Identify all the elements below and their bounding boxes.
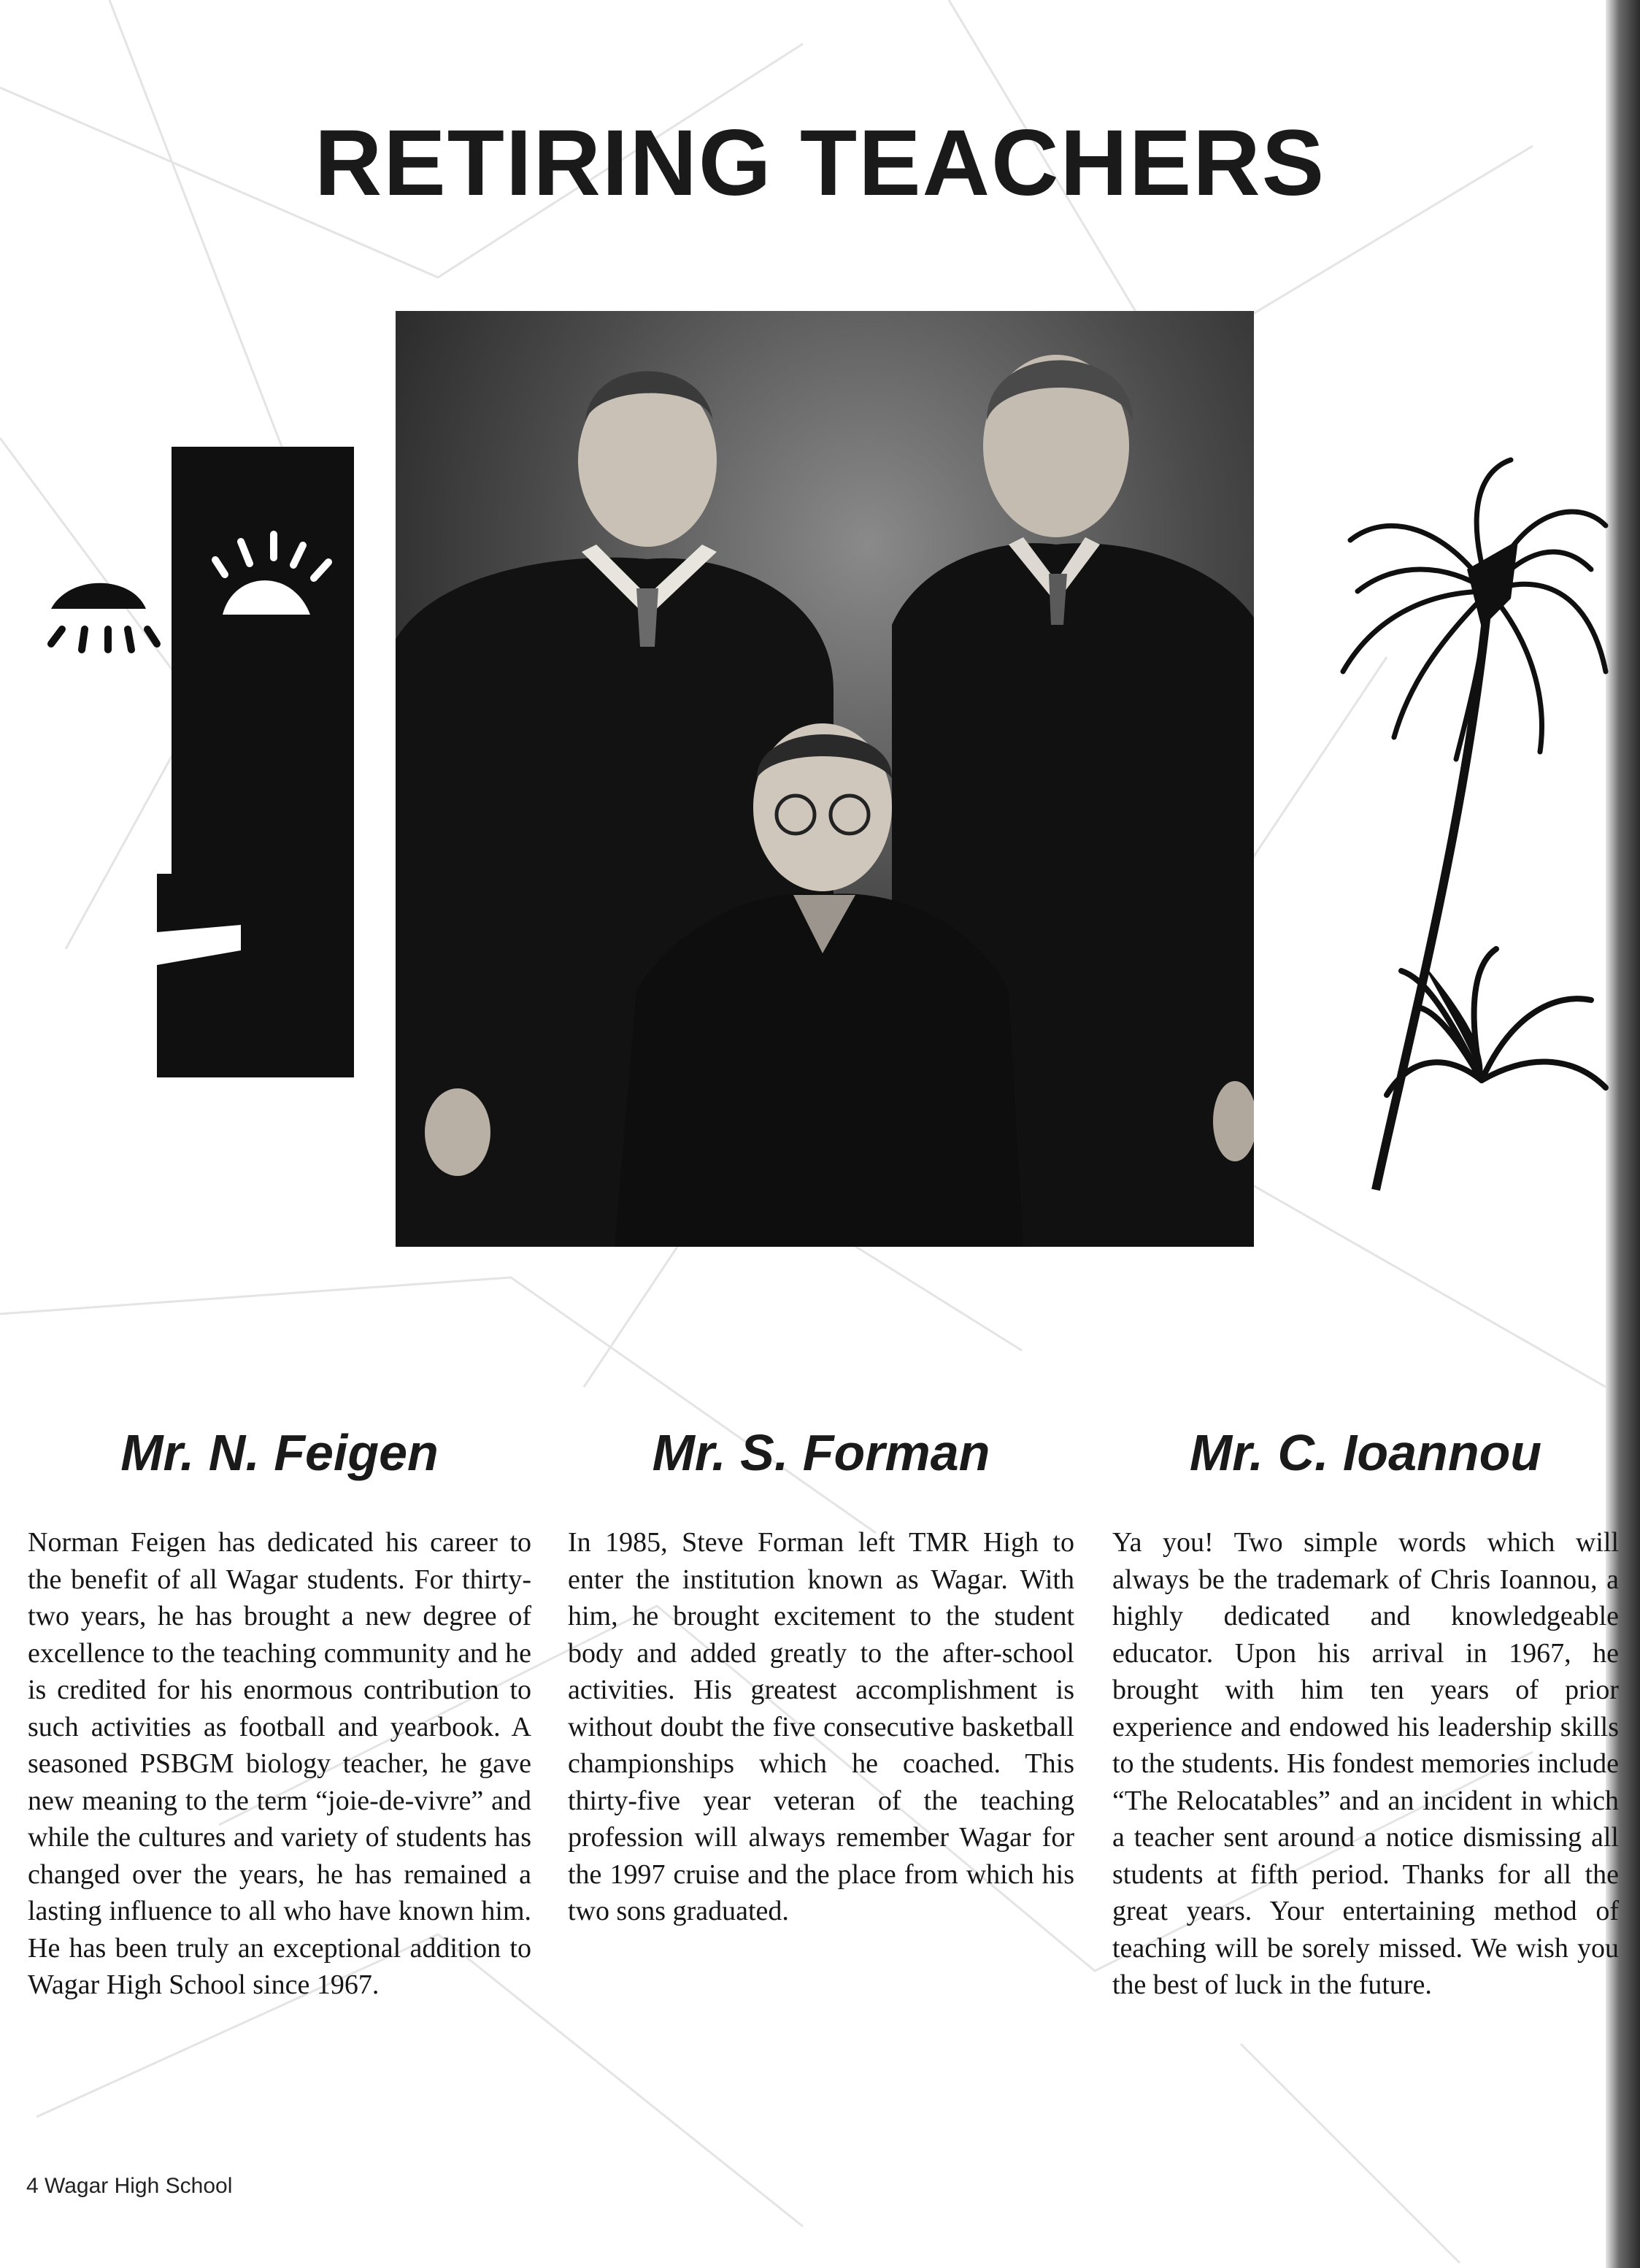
teacher-bio: Norman Feigen has dedicated his career to the benefit of all Wagar students. For thirty-two years, he has brought a new degree of excellence to the teaching community and he is credited for his enormous contribution to such activities as football and yearbook. A seasoned PSBGM biology teacher, he gave new meaning to the term “joie-de-vivre” and while the cultures and variety of students has changed over the years, he has remained a lasting influence to all who have known him. He has been truly an exceptional addition to Wagar High School since 1967. <box>28 1527 531 2000</box>
teacher-column-ioannou <box>1112 1423 1619 2004</box>
teacher-column-forman <box>568 1423 1074 1930</box>
teacher-name: Mr. C. Ioannou <box>1189 1424 1542 1481</box>
page-footer: 4 Wagar High School <box>26 2174 233 2198</box>
palm-tree-art-icon <box>1299 453 1613 1197</box>
teacher-name: Mr. S. Forman <box>652 1424 990 1481</box>
retiring-teachers-photo <box>396 311 1254 1247</box>
teacher-column-feigen <box>28 1423 531 2004</box>
group-photo-icon <box>396 311 1254 1247</box>
teacher-bio: In 1985, Steve Forman left TMR High to enter the institution known as Wagar. With him, he brought excitement to the student body and added greatly to the after-school activities. His greatest accomplishment is without doubt the five consecutive basketball championships which he coached. This thirty-five year veteran of the teaching profession will always remember Wagar for the 1997 cruise and the place from which his two sons graduated. <box>568 1527 1074 1926</box>
tribal-face-art-icon <box>36 447 358 1089</box>
teacher-bio: Ya you! Two simple words which will always be the trademark of Chris Ioannou, a highly dedicated and knowledgeable educator. Upon his arrival in 1967, he brought with him ten years of prior experience and endowed his leadership skills to the students. His fondest memories include “The Relocatables” and an incident in which a teacher sent around a notice dismissing all students at fifth period. Thanks for all the great years. Your entertaining method of teaching will be sorely missed. We wish you the best of luck in the future. <box>1112 1527 1619 2000</box>
teacher-name: Mr. N. Feigen <box>120 1424 439 1481</box>
page-title: RETIRING TEACHERS <box>314 111 1326 215</box>
